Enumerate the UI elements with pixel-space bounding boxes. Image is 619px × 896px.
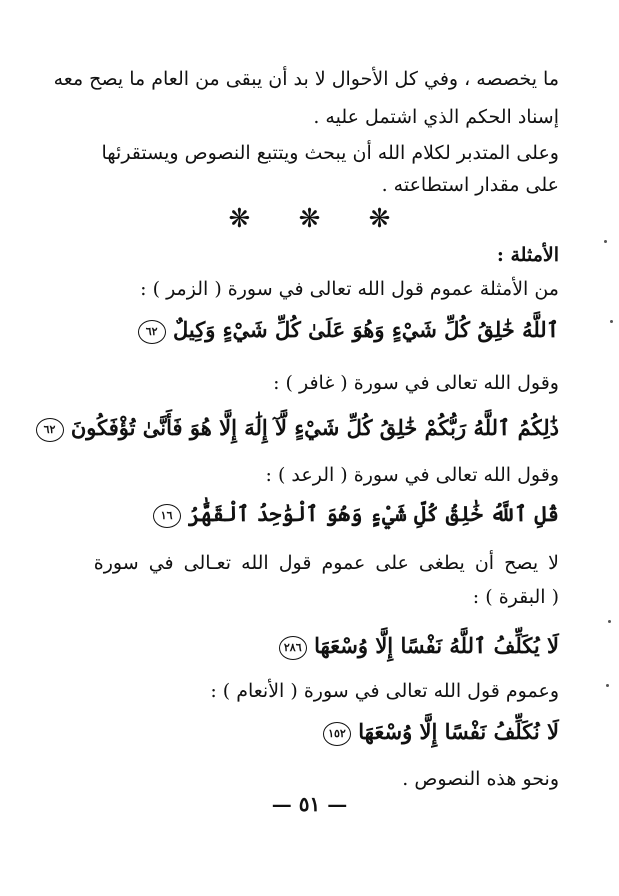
scan-speck bbox=[610, 320, 613, 323]
text-line-10: وعموم قول الله تعالى في سورة ( الأنعام ) : bbox=[210, 680, 559, 702]
text-line-9: ( البقرة ) : bbox=[472, 586, 559, 608]
scan-speck bbox=[608, 620, 611, 623]
section-heading: الأمثلة : bbox=[496, 244, 559, 266]
verse-text: لَا يُكَلِّفُ ٱللَّهُ نَفْسًا إِلَّا وُسْعَهَا bbox=[314, 633, 559, 658]
text-line-5: من الأمثلة عموم قول الله تعالى في سورة ( الزمر ) : bbox=[140, 278, 559, 300]
text-line-6: وقول الله تعالى في سورة ( غافر ) : bbox=[273, 372, 559, 394]
text-line-7: وقول الله تعالى في سورة ( الرعد ) : bbox=[265, 464, 559, 486]
text-line-3: وعلى المتدبر لكلام الله أن يبحث ويتتبع النصوص ويستقرئها bbox=[101, 142, 559, 164]
quran-verse-2 bbox=[32, 412, 559, 444]
section-divider-stars bbox=[0, 204, 619, 234]
quran-verse-3 bbox=[149, 498, 559, 530]
page-number: — ٥١ — bbox=[271, 792, 348, 816]
text-line-1: ما يخصصه ، وفي كل الأحوال لا بد أن يبقى من العام ما يصح معه bbox=[53, 68, 559, 90]
verse-text: لَا نُكَلِّفُ نَفْسًا إِلَّا وُسْعَهَا bbox=[358, 719, 559, 744]
star-ornament-icon: ❋ bbox=[228, 204, 251, 234]
verse-number-badge: ٦٢ bbox=[138, 320, 166, 344]
verse-number-badge: ١٥٢ bbox=[323, 722, 351, 746]
verse-number-badge: ٦٢ bbox=[36, 418, 64, 442]
quran-verse-5 bbox=[319, 716, 559, 748]
text-line-4: على مقدار استطاعته . bbox=[381, 174, 559, 196]
verse-number-badge: ٢٨٦ bbox=[279, 636, 307, 660]
verse-text: ٱللَّهُ خَٰلِقُ كُلِّ شَيْءٍ وَهُوَ عَلَىٰ كُلِّ شَيْءٍ وَكِيلٌ bbox=[172, 317, 559, 342]
star-ornament-icon: ❋ bbox=[368, 204, 391, 234]
text-line-11: ونحو هذه النصوص . bbox=[402, 768, 559, 790]
text-line-8: لا يصح أن يطغى على عموم قول الله تعـالى في سورة bbox=[93, 552, 559, 574]
verse-number-badge: ١٦ bbox=[153, 504, 181, 528]
scan-speck bbox=[606, 684, 609, 687]
scan-speck bbox=[604, 240, 607, 243]
text-line-2: إسناد الحكم الذي اشتمل عليه . bbox=[313, 106, 559, 128]
verse-text: قُلِ ٱللَّهُ خَٰلِقُ كُلِّ شَيْءٍ وَهُوَ ٱلْوَٰحِدُ ٱلْقَهَّٰرُ bbox=[187, 501, 559, 526]
quran-verse-1 bbox=[134, 314, 559, 346]
star-ornament-icon: ❋ bbox=[298, 204, 321, 234]
verse-text: ذَٰلِكُمُ ٱللَّهُ رَبُّكُمْ خَٰلِقُ كُلِّ شَيْءٍ لَّآ إِلَٰهَ إِلَّا هُوَ فَأَنَّىٰ تُؤْفَكُونَ bbox=[70, 415, 559, 440]
quran-verse-4 bbox=[275, 630, 559, 662]
